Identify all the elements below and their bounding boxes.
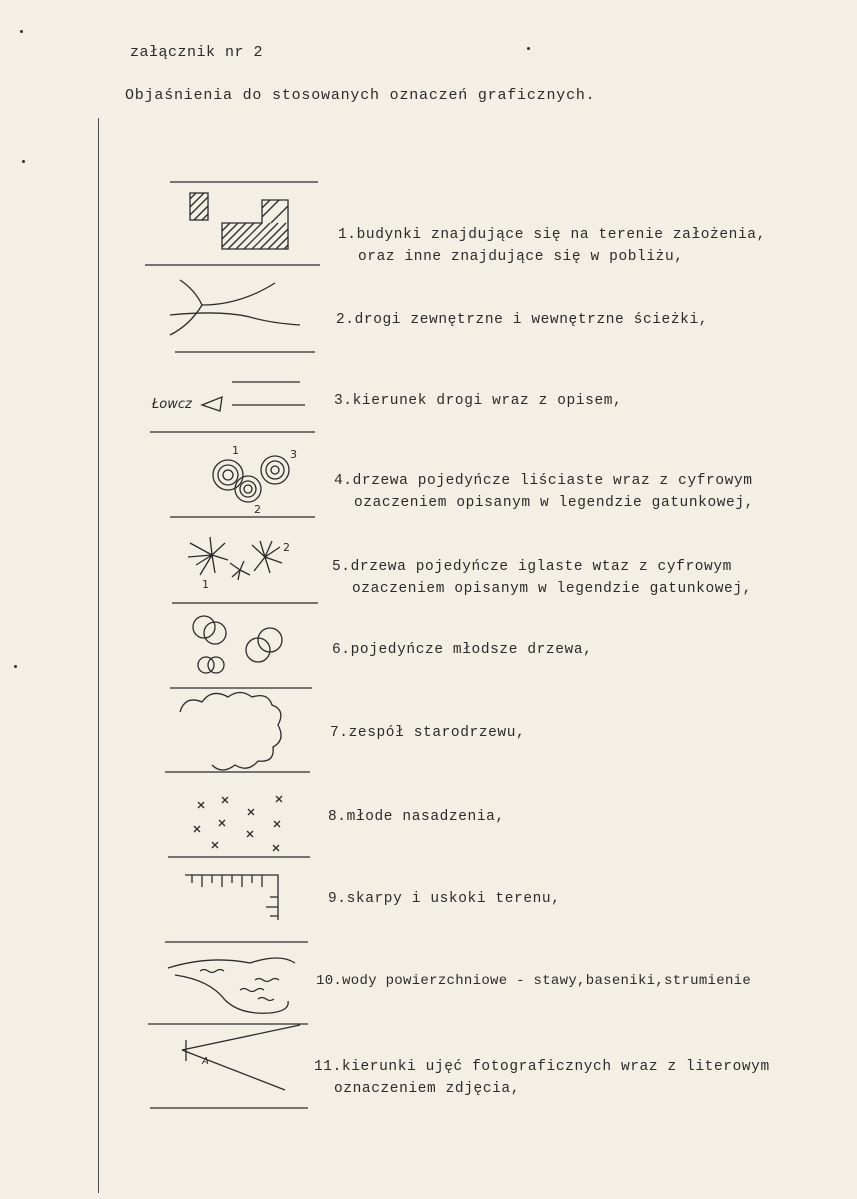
svg-text:3: 3: [290, 448, 297, 461]
road-direction-symbol: [151, 382, 305, 412]
legend-item-conifer-trees: 5.drzewa pojedyńcze iglaste wtaz z cyfrowym ozaczeniem opisanym w legendzie gatunkowej,: [332, 559, 752, 597]
legend-item-photo-directions: 11.kierunki ujęć fotograficznych wraz z literowym oznaczeniem zdjęcia,: [314, 1059, 770, 1097]
photo-direction-symbol: [182, 1025, 300, 1090]
legend-item-water: 10.wody powierzchniowe - stawy,baseniki,strumienie: [316, 973, 752, 989]
slopes-symbol: [185, 875, 278, 920]
svg-text:A: A: [202, 1056, 209, 1067]
roads-symbol: [170, 280, 300, 335]
conifer-trees-symbol: [188, 537, 290, 591]
scan-speck: [527, 47, 530, 50]
legend-item-old-trees-group: 7.zespół starodrzewu,: [330, 725, 526, 741]
legend-item-roads: 2.drogi zewnętrzne i wewnętrzne ścieżki,: [336, 312, 709, 328]
deciduous-trees-symbol: [213, 444, 297, 516]
annex-label: załącznik nr 2: [130, 44, 264, 61]
legend-item-road-direction: 3.kierunek drogi wraz z opisem,: [334, 393, 623, 409]
scan-speck: [20, 30, 23, 33]
young-trees-symbol: [193, 616, 282, 673]
svg-text:1: 1: [202, 578, 209, 591]
legend-symbols: [140, 175, 330, 1095]
young-plantings-symbol: [194, 796, 282, 851]
legend-item-slopes: 9.skarpy i uskoki terenu,: [328, 891, 561, 907]
scan-speck: [14, 665, 17, 668]
page-title: Objaśnienia do stosowanych oznaczeń graficznych.: [125, 87, 596, 104]
legend-item-deciduous-trees: 4.drzewa pojedyńcze liściaste wraz z cyfrowym ozaczeniem opisanym w legendzie gatunkowej,: [334, 473, 754, 511]
svg-text:2: 2: [254, 503, 261, 516]
old-trees-group-symbol: [180, 693, 281, 771]
legend-item-young-trees: 6.pojedyńcze młodsze drzewa,: [332, 642, 593, 658]
svg-text:Łowcz: Łowcz: [152, 397, 192, 412]
left-margin-rule: [98, 118, 99, 1193]
svg-text:2: 2: [283, 541, 290, 554]
legend-item-buildings: 1.budynki znajdujące się na terenie założenia, oraz inne znajdujące się w pobliżu,: [338, 227, 766, 265]
buildings-symbol: [190, 193, 288, 249]
legend-item-young-plantings: 8.młode nasadzenia,: [328, 809, 505, 825]
water-symbol: [168, 958, 295, 1013]
svg-text:1: 1: [232, 444, 239, 457]
scan-speck: [22, 160, 25, 163]
